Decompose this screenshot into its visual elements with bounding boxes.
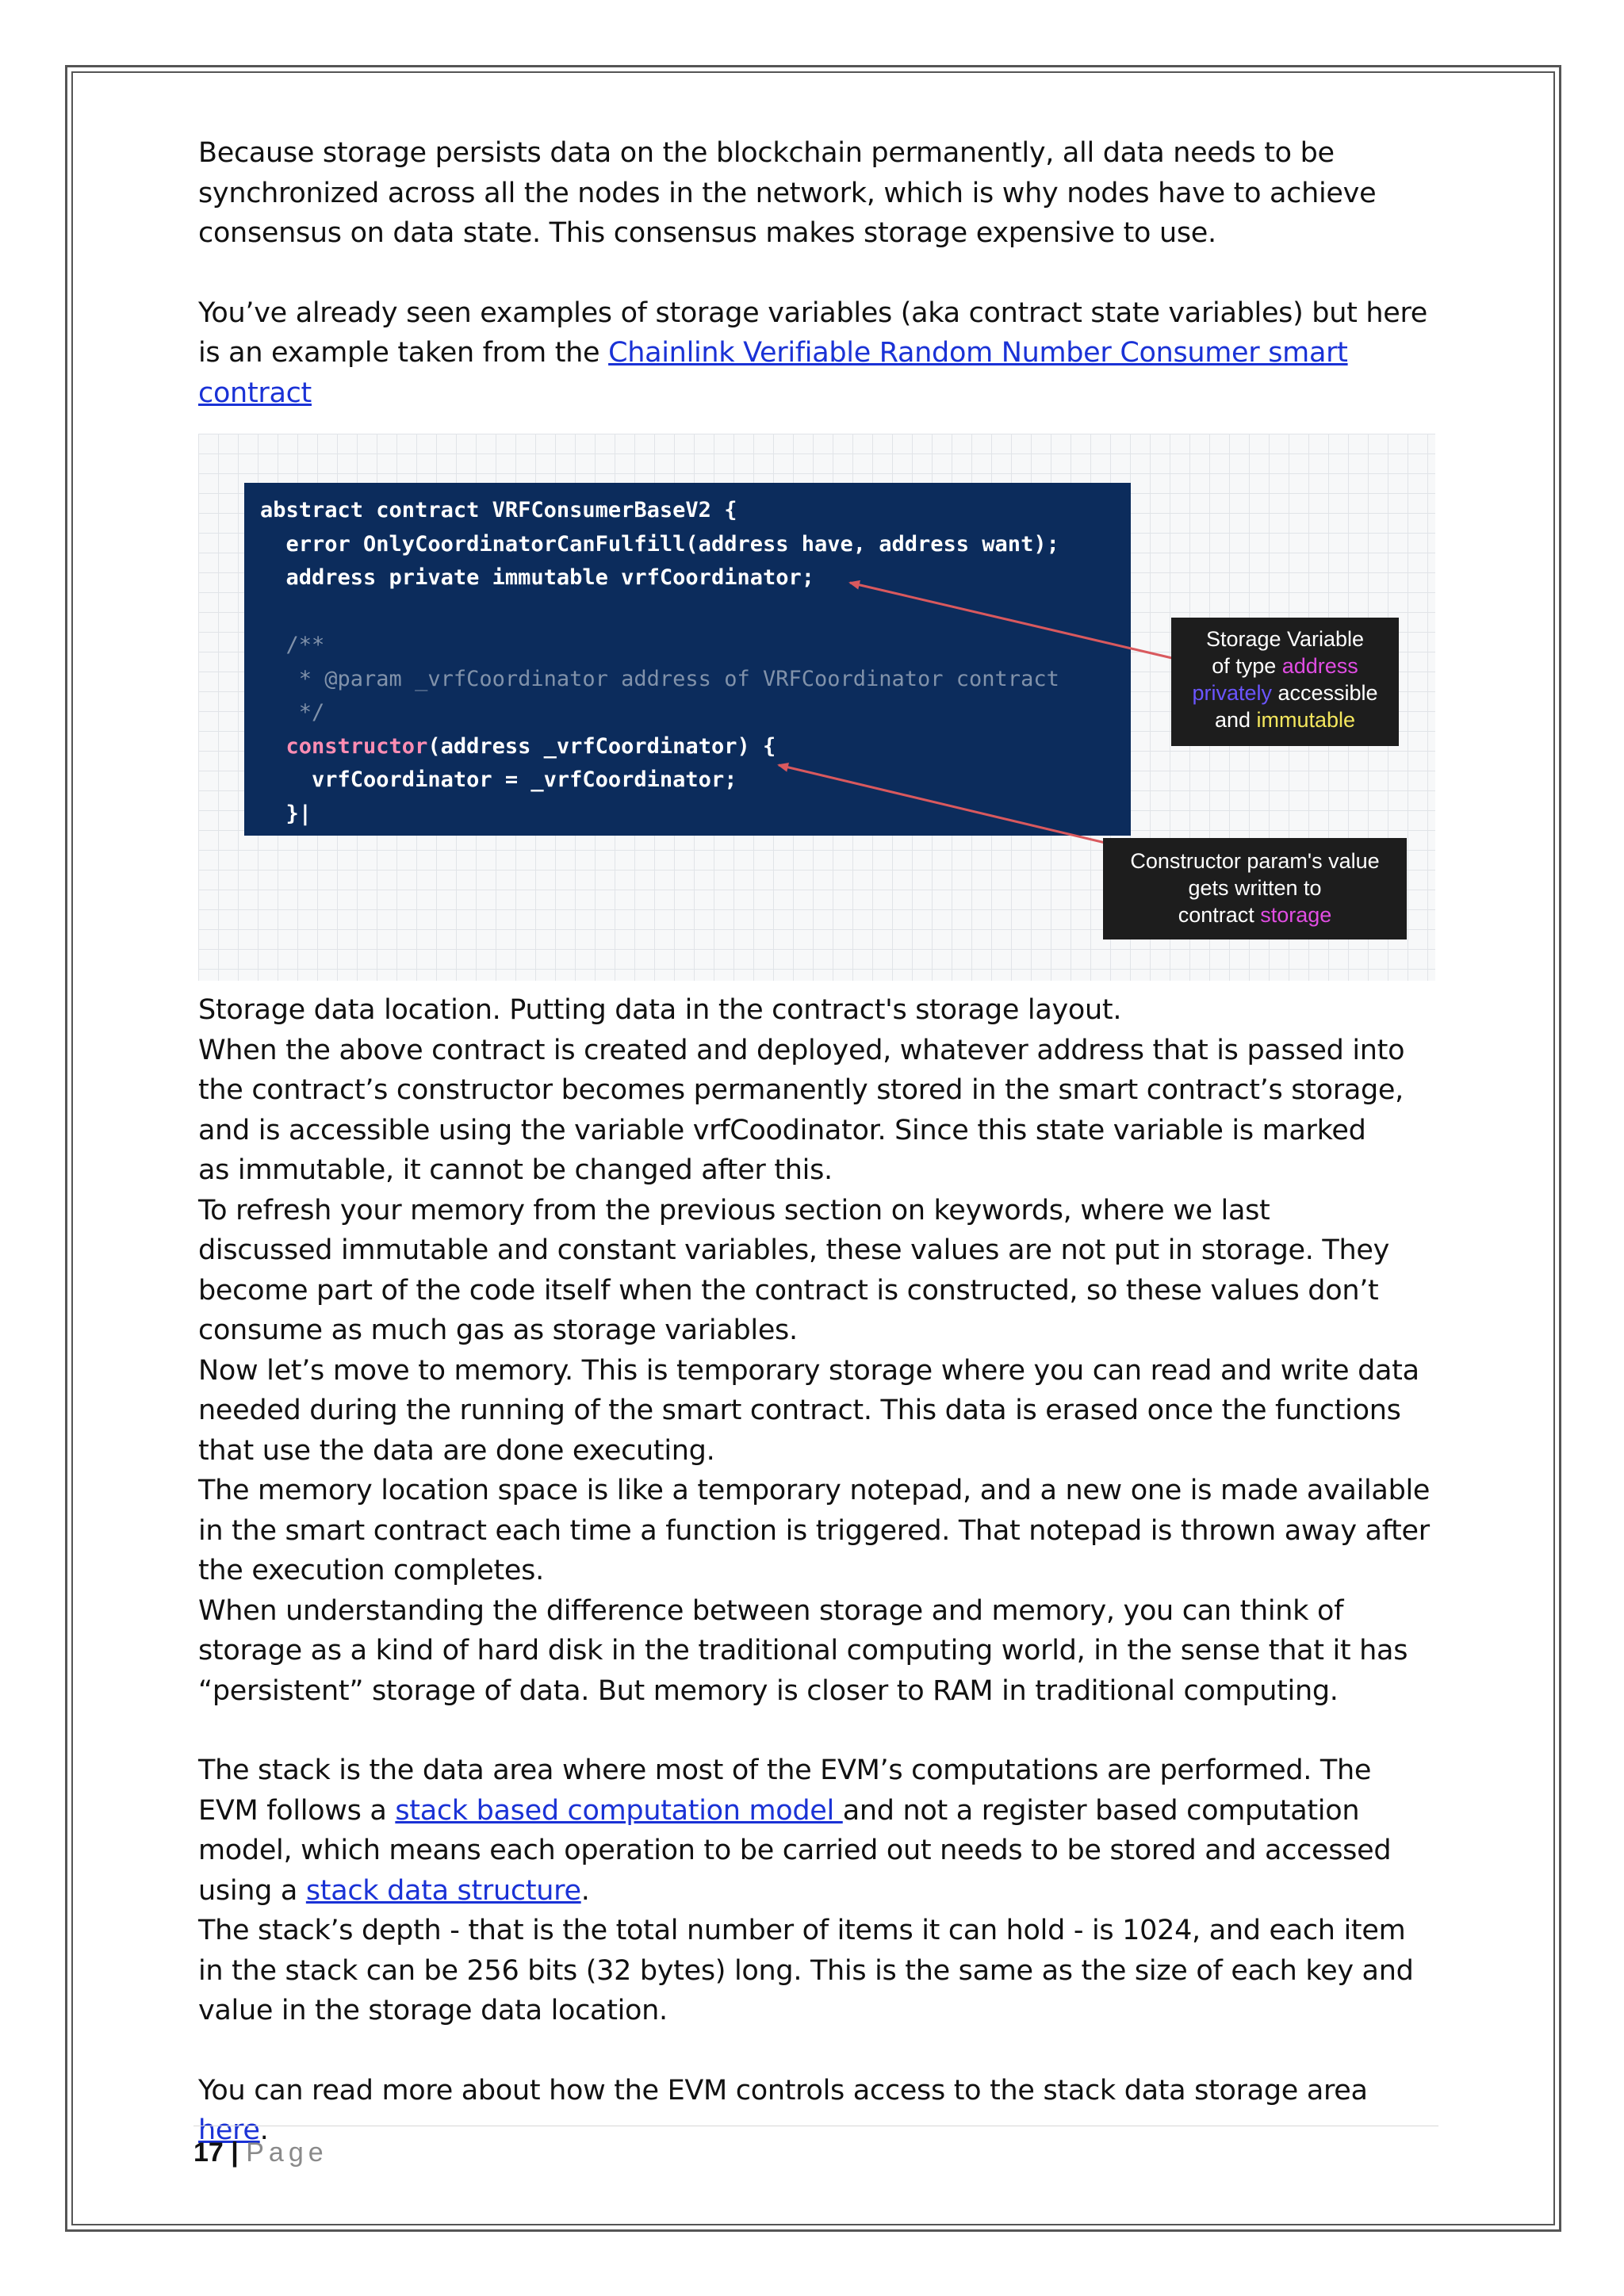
page-footer	[193, 2126, 1438, 2168]
paragraph-storage-location: Storage data location. Putting data in the contract's storage layout.	[198, 994, 1122, 1026]
code-line: error OnlyCoordinatorCanFulfill(address have, address want);	[260, 531, 1059, 557]
code-line: vrfCoordinator = _vrfCoordinator;	[260, 767, 737, 792]
callout-text: privately accessible	[1192, 681, 1378, 705]
paragraph-refresh-memory: To refresh your memory from the previous section on keywords, where we last	[198, 1194, 1270, 1226]
callout-constructor-param	[1103, 838, 1407, 939]
link-here[interactable]: here	[198, 2114, 260, 2146]
page-number: 17	[193, 2137, 224, 2168]
code-line-rest: (address _vrfCoordinator) {	[427, 733, 776, 759]
code-comment-line: * @param _vrfCoordinator address of VRFCoordinator contract	[260, 666, 1059, 691]
paragraph-storage-example	[198, 293, 1435, 414]
callout-text: Storage Variable	[1205, 627, 1365, 651]
code-figure	[198, 434, 1435, 981]
callout-text: of type address	[1212, 654, 1358, 678]
paragraph-stack-intro	[198, 1751, 1435, 1911]
arrow-constructor-param	[779, 765, 1109, 844]
link-stack-based-model[interactable]: stack based computation model	[395, 1794, 843, 1827]
code-comment-line: */	[260, 700, 325, 725]
code-comment-line: /**	[260, 633, 325, 657]
code-keyword-constructor: constructor	[260, 733, 428, 759]
link-stack-data-structure[interactable]: stack data structure	[305, 1874, 581, 1907]
paragraph-storage-example-text: You’ve already seen examples of storage variables (aka contract state variables) but here is an example taken from the	[198, 297, 1428, 369]
callout-text: gets written to	[1188, 876, 1322, 900]
paragraph-storage-vs-memory: When understanding the difference between storage and memory, you can think of storage as a kind of hard disk in the traditional computing world, in the sense that it has “persistent” storage of data. But memory is closer to RAM in traditional computing.	[198, 1594, 1408, 1707]
paragraph-text: and not a register based computation model, which means each operation to be carried out needs to be stored and accessed using a	[198, 1794, 1392, 1907]
footer-separator: |	[231, 2137, 239, 2168]
paragraph-immutable-constant: discussed immutable and constant variables, these values are not put in storage. They become part of the code itself when the contract is constructed, so these values don’t consume as much gas as storage variables.	[198, 1234, 1390, 1346]
code-line: address private immutable vrfCoordinator;	[260, 565, 814, 590]
callout-text: contract storage	[1178, 903, 1332, 927]
paragraph-immutable: as immutable, it cannot be changed after this.	[198, 1154, 833, 1186]
code-line: }|	[260, 801, 312, 826]
paragraph-stack-depth: The stack’s depth - that is the total number of items it can hold - is 1024, and each item in the stack can be 256 bits (32 bytes) long. This is the same as the size of each key and value in the storage data location.	[198, 1915, 1414, 2026]
page-content	[198, 133, 1435, 2151]
code-line: abstract contract VRFConsumerBaseV2 {	[260, 498, 737, 522]
paragraph-text: .	[259, 2114, 269, 2146]
callout-text: Constructor param's value	[1130, 849, 1380, 873]
paragraph-text: .	[580, 1874, 590, 1907]
paragraph-text: You can read more about how the EVM controls access to the stack data storage area	[198, 2074, 1368, 2107]
paragraph-contract-deployed: When the above contract is created and deployed, whatever address that is passed into the contract’s constructor becomes permanently stored in the smart contract’s storage, and is accessible using the variable vrfCoodinator. Since this state variable is marked	[198, 1034, 1405, 1146]
callout-storage-variable	[1171, 618, 1399, 746]
page-label: Page	[246, 2137, 328, 2168]
paragraph-storage-persistence: Because storage persists data on the blockchain permanently, all data needs to be synchronized across all the nodes in the network, which is why nodes have to achieve consensus on data state. This consensus makes storage expensive to use.	[198, 137, 1377, 249]
arrow-storage-variable	[850, 583, 1172, 658]
paragraph-memory-intro: Now let’s move to memory. This is temporary storage where you can read and write data needed during the running of the smart contract. This data is erased once the functions that use the data are done executing.	[198, 1354, 1419, 1467]
paragraph-memory-notepad: The memory location space is like a temporary notepad, and a new one is made available in the smart contract each time a function is triggered. That notepad is thrown away after the execution completes.	[198, 1475, 1431, 1586]
link-chainlink-vrf-contract[interactable]: Chainlink Verifiable Random Number Consumer smart contract	[198, 337, 1348, 409]
callout-text: and immutable	[1214, 708, 1356, 732]
paragraph-text: The stack is the data area where most of the EVM’s computations are performed. The EVM follows a	[198, 1755, 1372, 1827]
